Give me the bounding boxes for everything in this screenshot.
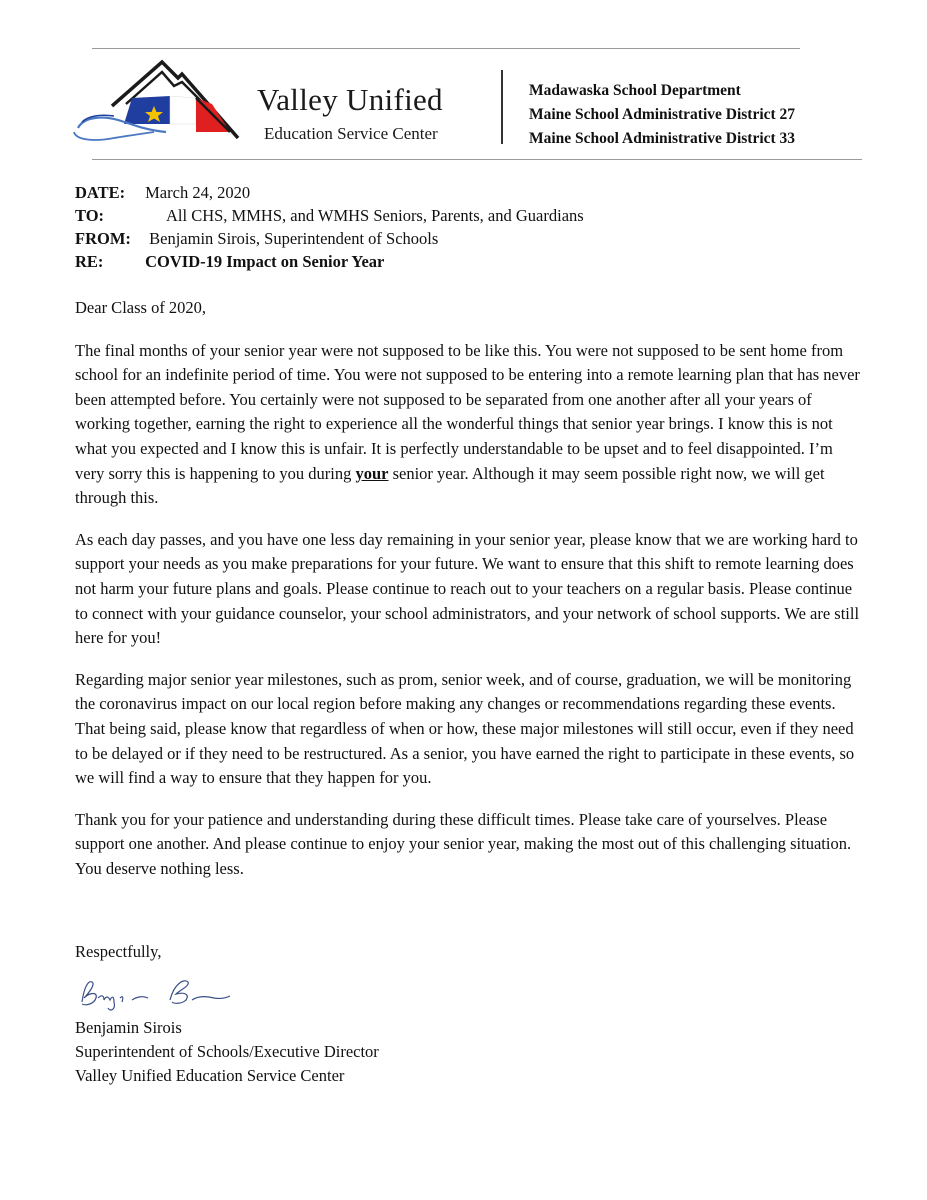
paragraph-4: Thank you for your patience and understanding during these difficult times. Please take care of yourselves. Please support one another. And please continue to enjoy your senior year, making the most out of this challenging situation. You deserve nothing less.	[75, 809, 852, 878]
memo-to-row	[75, 204, 584, 227]
header-bottom-rule	[92, 159, 862, 160]
org-subtitle: Education Service Center	[264, 124, 438, 143]
mountain-flag-logo-icon	[70, 58, 250, 150]
memo-date-label: DATE:	[75, 183, 126, 202]
signer-title: Superintendent of Schools/Executive Director	[75, 1042, 379, 1061]
memo-date-row	[75, 181, 584, 204]
letter-body	[75, 296, 865, 898]
memo-to-value: All CHS, MMHS, and WMHS Seniors, Parents, and Guardians	[166, 206, 584, 225]
closing: Respectfully,	[75, 942, 162, 961]
signer-organization: Valley Unified Education Service Center	[75, 1066, 345, 1085]
memo-from-label: FROM:	[75, 229, 131, 248]
memo-to-label: TO:	[75, 206, 105, 225]
memo-from-row	[75, 227, 584, 250]
memo-re-label: RE:	[75, 252, 104, 271]
paragraph-1-text-start: The final months of your senior year were not supposed to be like this. You were not supposed to be sent home from school for an indefinite period of time. You were not supposed to be entering into a remote learning plan that has never been attempted before. You certainly were not supposed to be separated from one another after all your years of working together, earning the right to experience all the wonderful things that senior year brings. I know this is not what you expected and I know this is unfair. It is perfectly understandable to be upset and to feel disappointed. I’m very sorry this is happening to you during	[75, 340, 860, 483]
handwritten-signature-icon	[74, 974, 234, 1014]
district-line: Maine School Administrative District 27	[529, 106, 796, 123]
header-vertical-divider	[501, 70, 503, 144]
salutation: Dear Class of 2020,	[75, 298, 207, 317]
paragraph-3: Regarding major senior year milestones, such as prom, senior week, and of course, graduation, we will be monitoring the coronavirus impact on our local region before making any changes or recommendations regarding these events. That being said, please know that regardless of when or how, these major milestones will still occur, even if they need to be delayed or if they need to be restructured. As a senior, you have earned the right to participate in these events, so we will find a way to ensure that they happen for you.	[75, 669, 855, 788]
memo-date-value: March 24, 2020	[145, 183, 251, 202]
signature-block	[75, 1016, 379, 1088]
memo-re-row	[75, 250, 584, 273]
paragraph-1	[75, 339, 865, 511]
memo-from-value: Benjamin Sirois, Superintendent of Schools	[149, 229, 439, 248]
header-top-rule	[92, 48, 800, 49]
letterhead-logo	[70, 58, 490, 150]
memo-re-value: COVID-19 Impact on Senior Year	[145, 252, 385, 271]
signer-name: Benjamin Sirois	[75, 1018, 182, 1037]
paragraph-1-text-end: senior year. Although it may seem possible right now, we will get through this.	[75, 463, 825, 508]
paragraph-2: As each day passes, and you have one less day remaining in your senior year, please know that we are working hard to support your needs as you make preparations for your future. We want to ensure that this shift to remote learning does not harm your future plans and goals. Please continue to reach out to your teachers on a regular basis. Please continue to connect with your guidance counselor, your school administrators, and your network of school supports. We are still here for you!	[75, 529, 860, 648]
memo-header	[75, 181, 584, 273]
district-list	[529, 79, 795, 151]
org-name: Valley Unified	[257, 82, 443, 117]
paragraph-1-emphasis: your	[355, 463, 389, 483]
district-line: Maine School Administrative District 33	[529, 130, 796, 147]
district-line: Madawaska School Department	[529, 82, 741, 99]
